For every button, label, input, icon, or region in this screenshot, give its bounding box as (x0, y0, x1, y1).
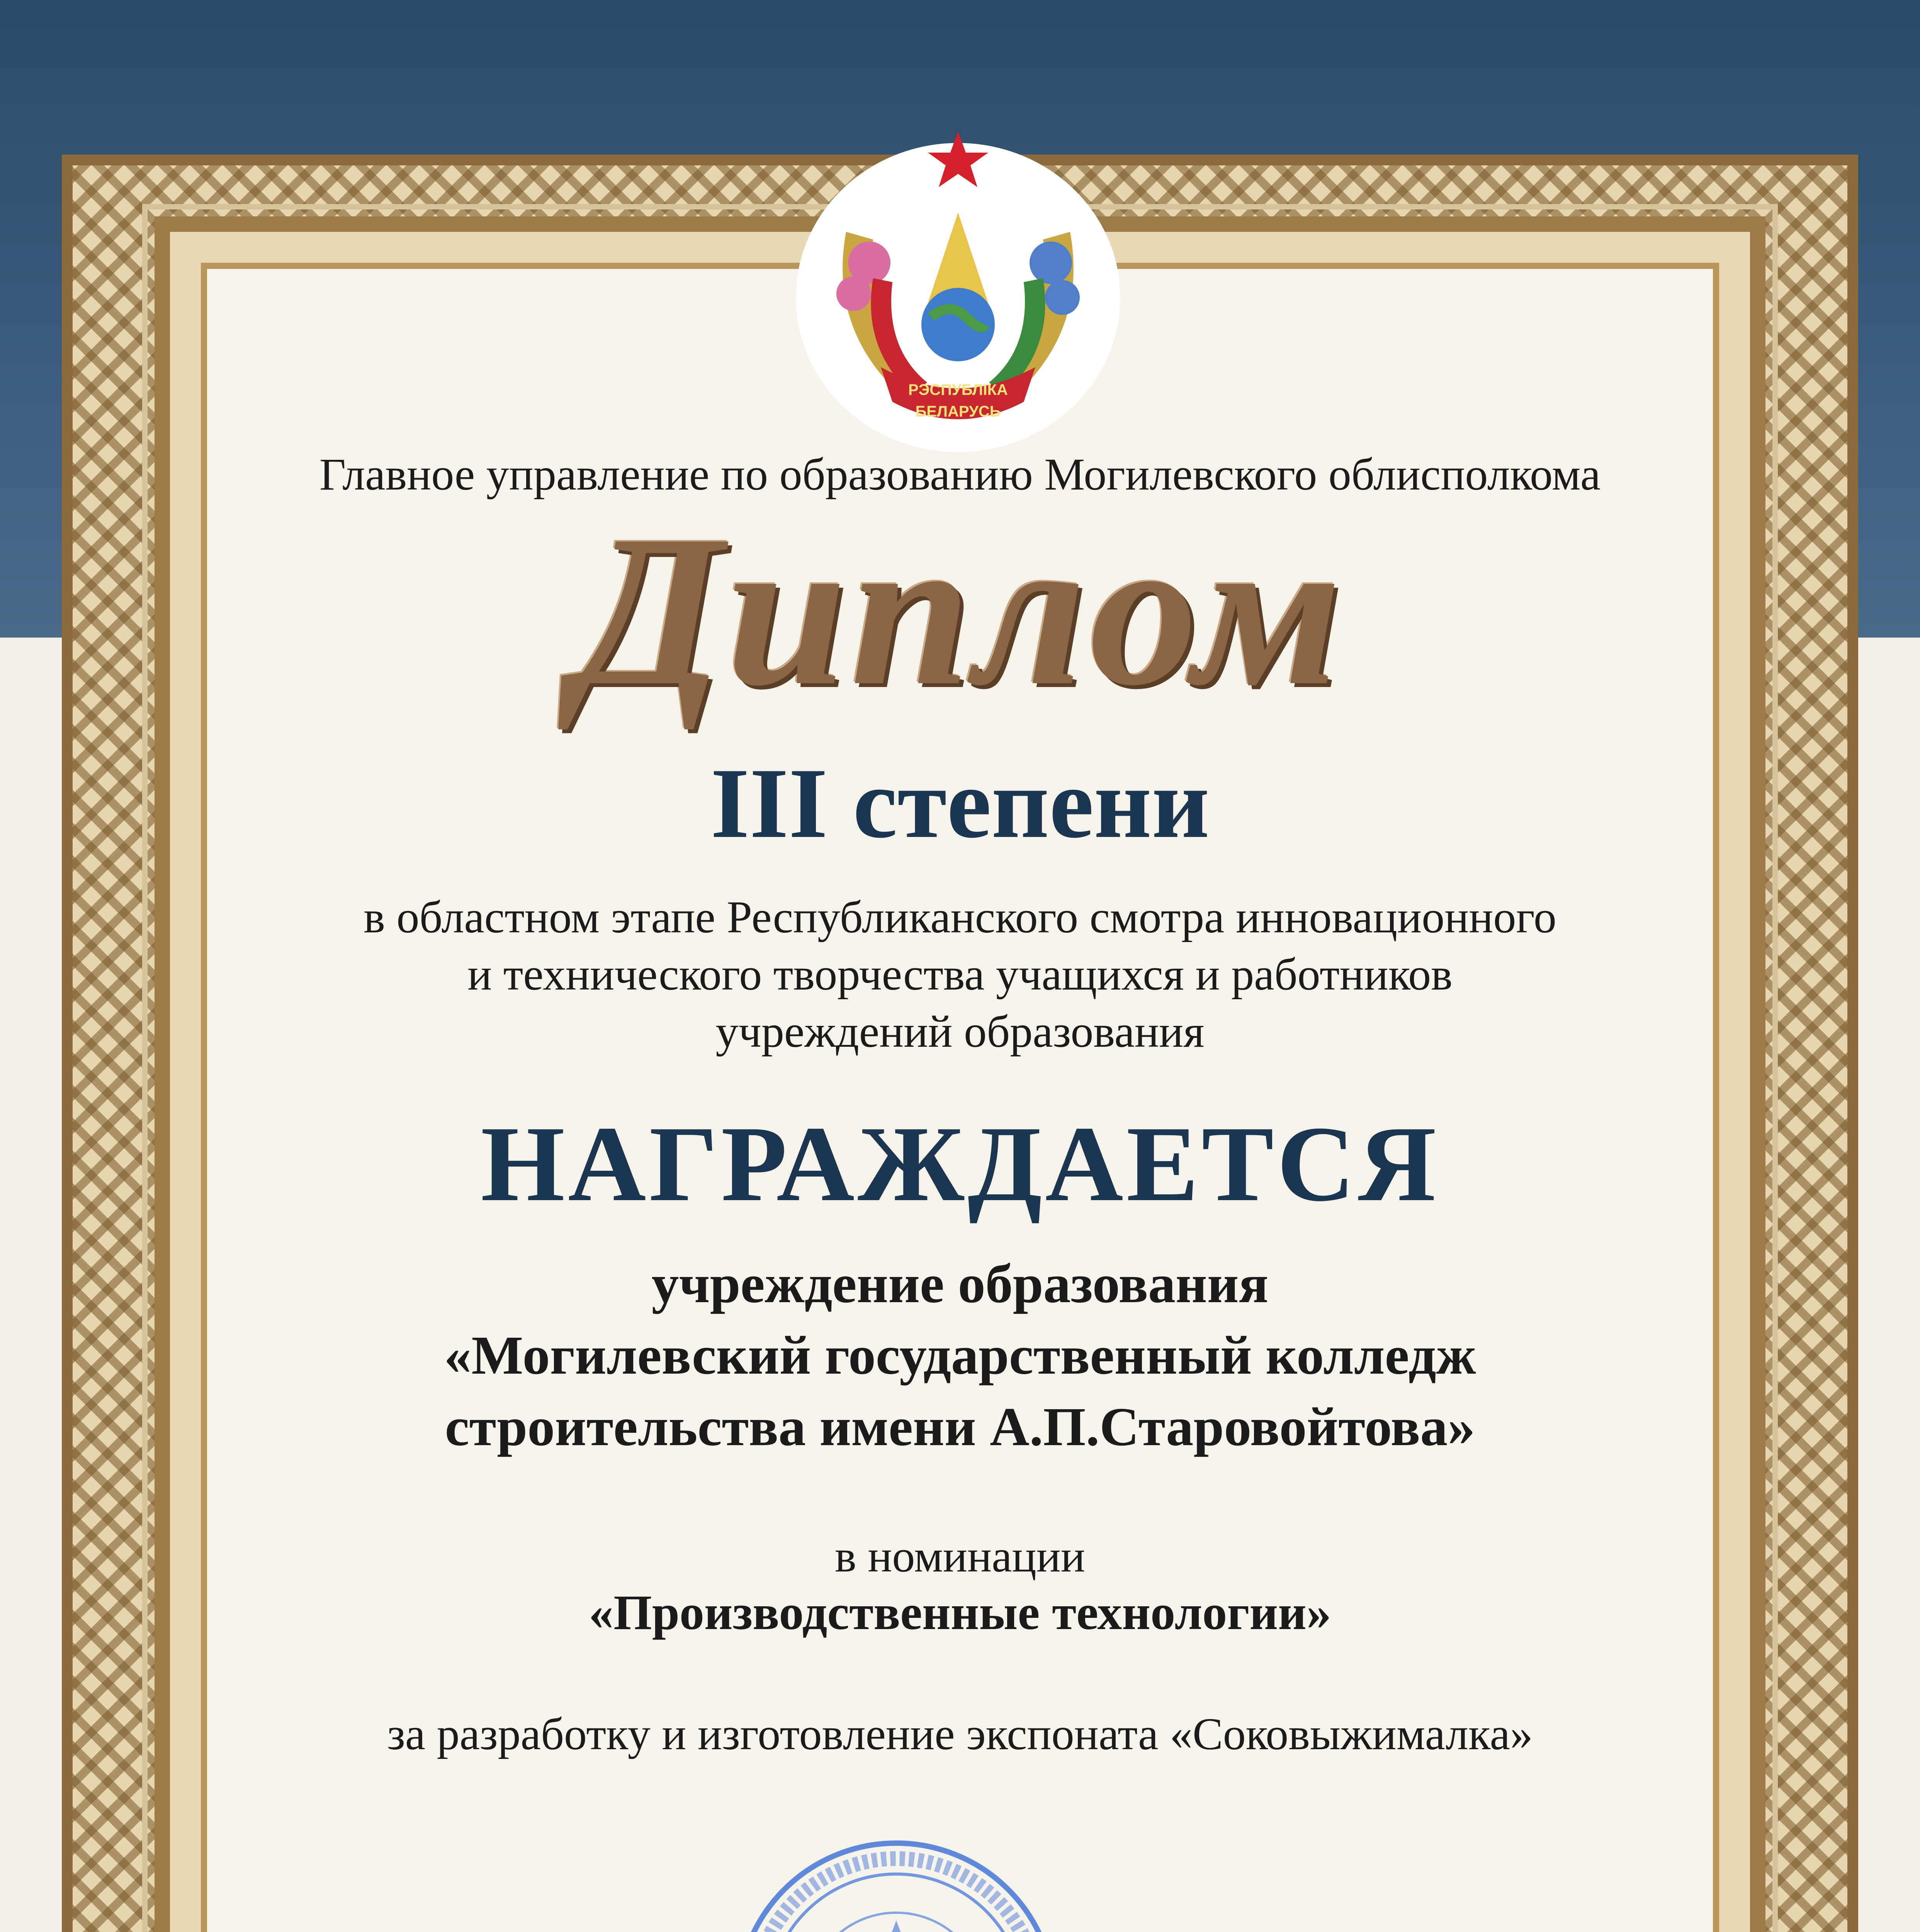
nomination-name: «Производственные технологии» (589, 1585, 1331, 1640)
description-line: учреждений образования (715, 1006, 1205, 1057)
description-line: в областном этапе Республиканского смотра инновационного (364, 892, 1556, 942)
nomination-label: в номинации (835, 1531, 1085, 1582)
diploma-title: Диплом (574, 491, 1346, 730)
coat-of-arms-icon (784, 116, 1132, 456)
awarded-heading: НАГРАЖДАЕТСЯ (481, 1104, 1439, 1224)
recipient-line: учреждение образования (651, 1253, 1269, 1314)
recipient-line: «Могилевский государственный колледж (444, 1325, 1476, 1386)
contest-description (201, 889, 1719, 1060)
emblem-banner-line2: БЕЛАРУСЬ (915, 403, 1001, 420)
emblem-banner-line1: РЭСПУБЛІКА (908, 381, 1008, 398)
recipient-line: строительства имени А.П.Старовойтова» (445, 1396, 1475, 1457)
diploma-degree: III степени (710, 748, 1210, 859)
official-stamp-icon (726, 1832, 1066, 1932)
award-reason: за разработку и изготовление экспоната «Соковыжималка» (387, 1709, 1533, 1759)
issuer-line: Главное управление по образованию Могилевского облисполкома (319, 449, 1601, 500)
description-line: и технического творчества учащихся и работников (467, 949, 1453, 1000)
recipient-block (201, 1248, 1719, 1463)
